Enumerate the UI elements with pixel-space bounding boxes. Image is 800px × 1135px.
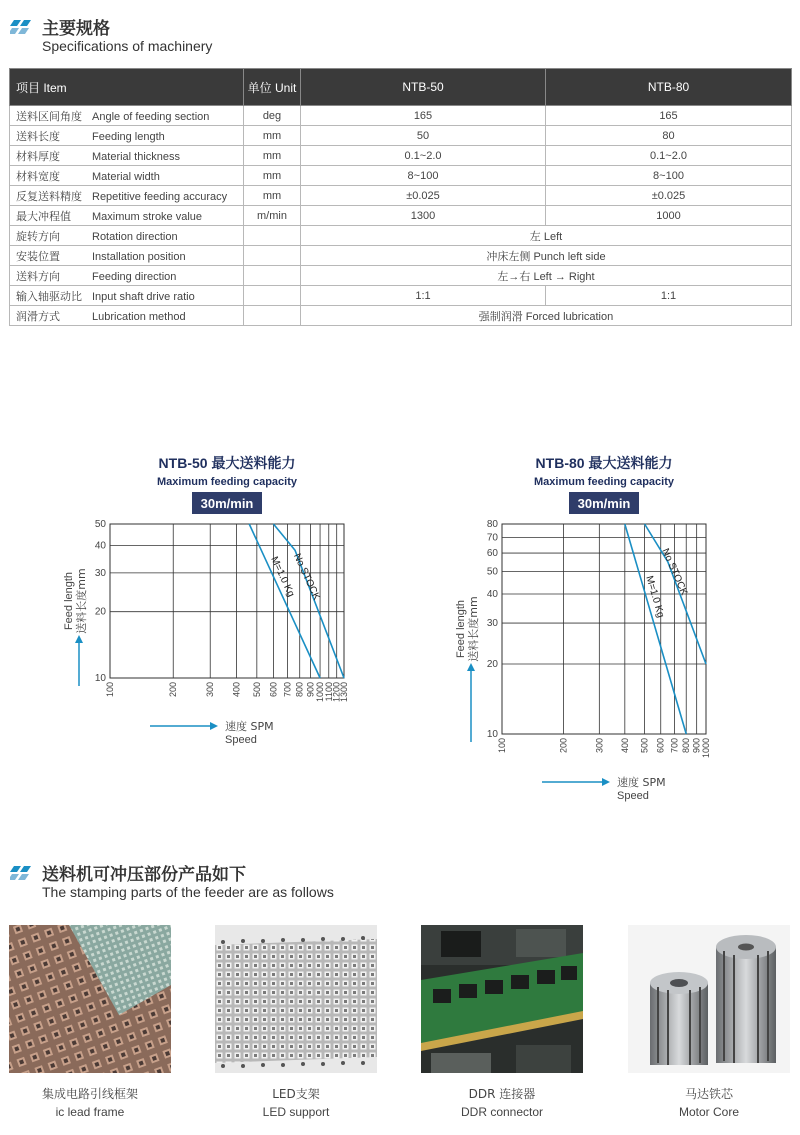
section-title-en: The stamping parts of the feeder are as follows <box>42 884 334 900</box>
x-tick-label: 300 <box>205 682 216 698</box>
table-row <box>10 246 792 266</box>
chart-title: NTB-50 最大送料能力 <box>158 455 296 471</box>
row-item-en: Feeding direction <box>92 270 177 283</box>
x-tick-label: 100 <box>497 738 507 754</box>
y-axis-arrowhead <box>467 663 475 671</box>
row-item-en: Feeding length <box>92 130 165 143</box>
product-ddr-connector <box>421 925 583 1119</box>
row-item <box>10 206 244 226</box>
section-title-zh: 送料机可冲压部份产品如下 <box>42 865 246 885</box>
row-value-ntb80: 1000 <box>546 206 792 226</box>
product-name-zh: 集成电路引线框架 <box>41 1087 138 1101</box>
chart-badge: 30m/min <box>200 496 254 511</box>
x-tick-label: 700 <box>282 682 293 698</box>
spec-table-header <box>10 69 792 106</box>
row-item-en: Angle of feeding section <box>92 110 210 123</box>
x-tick-label: 900 <box>305 682 316 698</box>
table-row <box>10 306 792 326</box>
row-item-en: Material thickness <box>92 150 181 163</box>
x-axis-label-en: Speed <box>617 790 649 802</box>
row-unit: mm <box>244 186 301 206</box>
row-item-en: Installation position <box>92 250 186 263</box>
x-tick-label: 1100 <box>323 682 334 702</box>
product-name-en: ic lead frame <box>55 1105 125 1119</box>
product-image-led-support <box>215 925 377 1073</box>
product-name-zh: DDR 连接器 <box>468 1087 536 1101</box>
row-value-both: 强制润滑 Forced lubrication <box>301 306 792 326</box>
row-unit: deg <box>244 106 301 126</box>
row-item-zh: 安装位置 <box>16 250 60 263</box>
section-heading-products <box>10 860 430 904</box>
y-tick-label: 40 <box>486 589 498 600</box>
row-item-zh: 材料厚度 <box>16 150 60 163</box>
product-name-en: DDR connector <box>460 1105 544 1119</box>
row-item <box>10 306 244 326</box>
series-label: No STOCK <box>291 551 322 602</box>
row-item-zh: 反复送料精度 <box>16 190 82 203</box>
x-tick-label: 700 <box>669 738 680 754</box>
header-item: 项目 Item <box>10 69 244 106</box>
section-bullet-icon <box>10 20 32 34</box>
section-title-zh: 主要规格 <box>42 19 110 39</box>
table-row <box>10 286 792 306</box>
y-axis-label-zh: 送料长度mm <box>467 596 480 662</box>
row-unit: mm <box>244 126 301 146</box>
row-item <box>10 146 244 166</box>
section-title-en: Specifications of machinery <box>42 38 213 54</box>
row-value-ntb50: 0.1~2.0 <box>301 146 546 166</box>
chart-svg <box>50 452 360 752</box>
series-line <box>249 524 320 678</box>
y-tick-label: 70 <box>486 532 498 544</box>
chart-subtitle: Maximum feeding capacity <box>157 476 297 488</box>
x-tick-label: 400 <box>231 682 242 698</box>
x-tick-label: 500 <box>251 682 262 698</box>
row-item-zh: 送料区间角度 <box>16 110 82 123</box>
row-unit <box>244 286 301 306</box>
x-tick-label: 400 <box>619 738 630 754</box>
chart-subtitle: Maximum feeding capacity <box>534 476 674 488</box>
section-heading-specs <box>10 14 310 58</box>
row-item <box>10 286 244 306</box>
product-image-motor-core <box>628 925 790 1073</box>
x-tick-label: 1300 <box>339 682 349 703</box>
x-tick-label: 300 <box>594 738 605 754</box>
table-row <box>10 186 792 206</box>
x-tick-label: 1000 <box>701 738 711 759</box>
x-axis-label-en: Speed <box>225 734 257 746</box>
product-led-support <box>215 925 377 1119</box>
row-value-ntb80: 8~100 <box>546 166 792 186</box>
row-item-zh: 送料长度 <box>16 130 60 143</box>
row-item-en: Lubrication method <box>92 310 186 323</box>
product-image-lead-frame <box>9 925 171 1073</box>
row-unit <box>244 226 301 246</box>
x-tick-label: 600 <box>655 738 666 754</box>
row-item-en: Material width <box>92 170 160 183</box>
row-item-zh: 送料方向 <box>16 270 60 283</box>
chart-ntb50 <box>50 452 360 752</box>
x-tick-label: 200 <box>168 682 179 698</box>
row-item <box>10 126 244 146</box>
row-item-zh: 旋转方向 <box>16 230 60 243</box>
row-item <box>10 266 244 286</box>
x-tick-label: 200 <box>558 738 569 754</box>
series-label: No STOCK <box>659 546 690 598</box>
y-axis-arrowhead <box>75 635 83 643</box>
y-axis-label-zh: 送料长度mm <box>75 568 88 634</box>
section-bullet-icon <box>10 866 32 880</box>
row-item <box>10 246 244 266</box>
plot-frame <box>502 524 706 734</box>
y-tick-label: 60 <box>486 548 498 560</box>
x-tick-label: 100 <box>105 682 115 698</box>
row-value-ntb50: 8~100 <box>301 166 546 186</box>
table-row <box>10 106 792 126</box>
row-unit: m/min <box>244 206 301 226</box>
row-item <box>10 166 244 186</box>
row-unit: mm <box>244 146 301 166</box>
row-item-en: Input shaft drive ratio <box>92 290 195 303</box>
y-tick-label: 30 <box>486 618 498 630</box>
y-tick-label: 10 <box>94 673 106 684</box>
row-item <box>10 186 244 206</box>
y-tick-label: 20 <box>94 606 106 618</box>
row-item-en: Repetitive feeding accuracy <box>92 190 228 203</box>
row-value-ntb80: 0.1~2.0 <box>546 146 792 166</box>
x-tick-label: 900 <box>691 738 702 754</box>
product-motor-core <box>628 925 790 1119</box>
row-value-ntb50: 1:1 <box>301 286 546 306</box>
spec-table <box>9 68 792 326</box>
series-line <box>625 524 686 734</box>
row-value-ntb50: 165 <box>301 106 546 126</box>
y-tick-label: 80 <box>486 519 498 530</box>
y-axis-label-en: Feed length <box>63 571 75 631</box>
product-name-zh: LED支架 <box>272 1087 320 1101</box>
y-tick-label: 50 <box>94 519 106 530</box>
x-axis-label-zh: 速度 SPM <box>225 720 274 733</box>
x-axis-label-zh: 速度 SPM <box>617 776 666 789</box>
product-name-zh: 马达铁芯 <box>684 1087 733 1101</box>
row-unit <box>244 266 301 286</box>
table-row <box>10 206 792 226</box>
row-value-ntb80: ±0.025 <box>546 186 792 206</box>
product-name-en: Motor Core <box>678 1105 740 1119</box>
x-tick-label: 1200 <box>331 682 342 703</box>
row-value-ntb50: ±0.025 <box>301 186 546 206</box>
x-tick-label: 800 <box>681 738 692 754</box>
row-item-zh: 输入轴驱动比 <box>16 290 82 303</box>
row-value-ntb80: 165 <box>546 106 792 126</box>
chart-ntb80 <box>440 452 750 812</box>
row-item <box>10 106 244 126</box>
row-value-ntb50: 1300 <box>301 206 546 226</box>
row-item-en: Maximum stroke value <box>92 210 203 223</box>
row-unit <box>244 306 301 326</box>
table-row <box>10 266 792 286</box>
row-unit <box>244 246 301 266</box>
row-value-both: 左→右 Left → Right <box>301 266 792 286</box>
row-value-ntb80: 1:1 <box>546 286 792 306</box>
row-item-zh: 材料宽度 <box>16 170 60 183</box>
row-item-zh: 润滑方式 <box>16 310 60 323</box>
chart-badge: 30m/min <box>577 496 631 511</box>
row-value-ntb80: 80 <box>546 126 792 146</box>
y-axis-label-en: Feed length <box>455 599 467 659</box>
row-item <box>10 226 244 246</box>
row-item-zh: 最大冲程值 <box>16 210 71 223</box>
x-tick-label: 800 <box>294 682 305 698</box>
y-tick-label: 20 <box>486 659 498 670</box>
row-item-en: Rotation direction <box>92 230 178 243</box>
y-tick-label: 30 <box>94 567 106 579</box>
x-tick-label: 600 <box>268 682 279 698</box>
chart-svg <box>440 452 750 812</box>
series-label: M=1.0 Kg <box>643 574 667 620</box>
x-axis-arrowhead <box>210 722 218 730</box>
table-row <box>10 166 792 186</box>
row-value-ntb50: 50 <box>301 126 546 146</box>
x-tick-label: 1000 <box>315 682 326 703</box>
product-ic-lead-frame <box>9 925 171 1119</box>
y-tick-label: 10 <box>486 729 498 740</box>
table-row <box>10 146 792 166</box>
x-tick-label: 500 <box>639 738 650 754</box>
row-value-both: 左 Left <box>301 226 792 246</box>
header-unit: 单位 Unit <box>244 69 301 106</box>
product-name-en: LED support <box>262 1105 330 1119</box>
table-row <box>10 226 792 246</box>
series-label: M=1.0 Kg <box>268 554 297 599</box>
chart-title: NTB-80 最大送料能力 <box>535 455 673 471</box>
y-tick-label: 40 <box>94 540 106 552</box>
header-ntb50: NTB-50 <box>301 69 546 106</box>
product-image-ddr-connector <box>421 925 583 1073</box>
table-row <box>10 126 792 146</box>
row-value-both: 冲床左侧 Punch left side <box>301 246 792 266</box>
y-tick-label: 50 <box>486 566 498 578</box>
row-unit: mm <box>244 166 301 186</box>
header-ntb80: NTB-80 <box>546 69 792 106</box>
x-axis-arrowhead <box>602 778 610 786</box>
